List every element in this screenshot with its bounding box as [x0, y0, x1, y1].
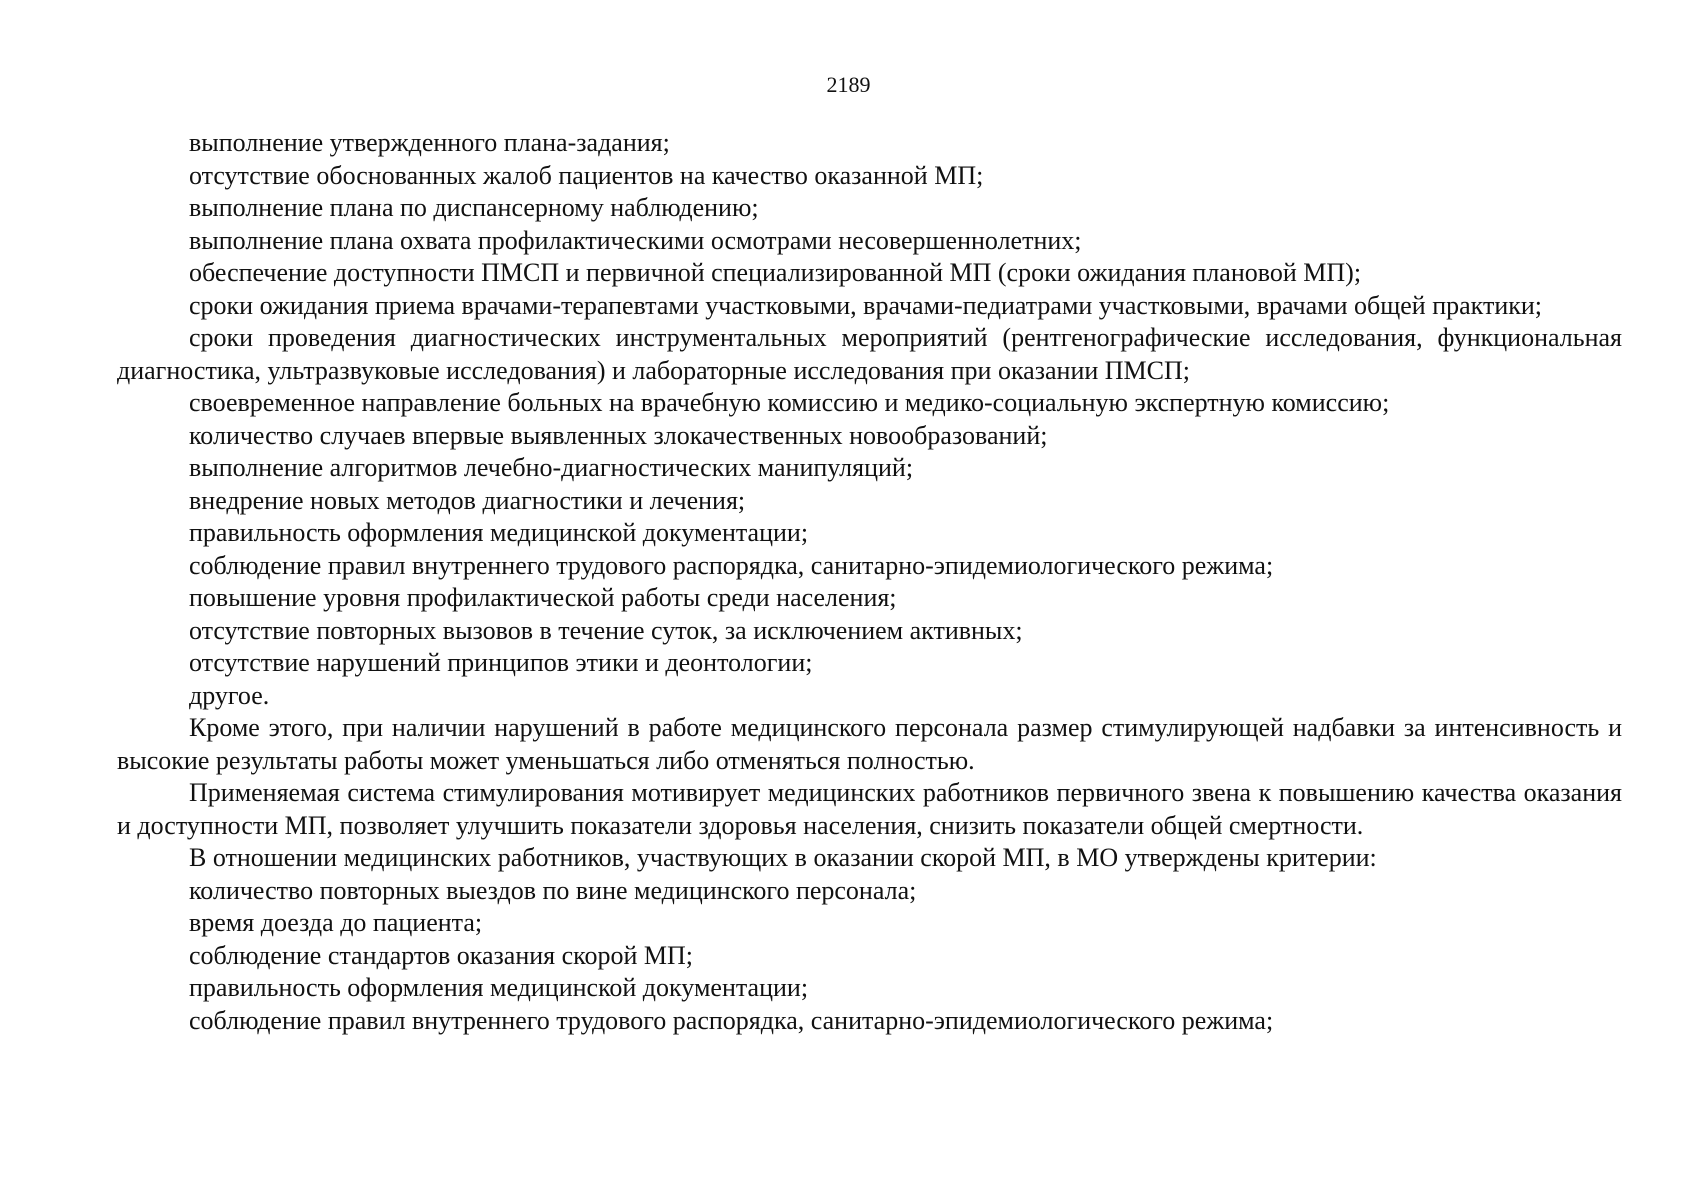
criterion-item: обеспечение доступности ПМСП и первичной специализированной МП (сроки ожидания плановой МП);	[189, 258, 1362, 287]
criterion-item: соблюдение правил внутреннего трудового распорядка, санитарно-эпидемиологического режима;	[189, 1005, 1274, 1035]
criterion-item: количество повторных выездов по вине медицинского персонала;	[189, 875, 917, 905]
criterion-item: правильность оформления медицинской документации;	[189, 518, 809, 547]
criterion-item: отсутствие обоснованных жалоб пациентов на качество оказанной МП;	[189, 160, 984, 190]
criterion-item: количество случаев впервые выявленных злокачественных новообразований;	[189, 420, 1048, 450]
document-body	[117, 127, 1622, 1037]
criterion-item: сроки проведения диагностических инструментальных мероприятий (рентгенографические исследования, функциональная диагностика, ультразвуковые исследования) и лабораторные исследования при оказании ПМСП;	[117, 323, 1622, 385]
criterion-item: повышение уровня профилактической работы среди населения;	[189, 583, 897, 612]
criterion-item: своевременное направление больных на врачебную комиссию и медико-социальную экспертную комиссию;	[189, 388, 1390, 417]
criterion-item: отсутствие повторных вызовов в течение суток, за исключением активных;	[189, 615, 1023, 645]
body-paragraph: Кроме этого, при наличии нарушений в работе медицинского персонала размер стимулирующей надбавки за интенсивность и высокие результаты работы может уменьшаться либо отменяться полностью.	[117, 713, 1622, 775]
criterion-item: соблюдение правил внутреннего трудового распорядка, санитарно-эпидемиологического режима;	[189, 550, 1274, 580]
criterion-item: выполнение плана охвата профилактическими осмотрами несовершеннолетних;	[189, 225, 1082, 255]
criterion-item: соблюдение стандартов оказания скорой МП;	[189, 940, 693, 970]
criterion-item: отсутствие нарушений принципов этики и деонтологии;	[189, 648, 813, 677]
body-paragraph: В отношении медицинских работников, участвующих в оказании скорой МП, в МО утверждены критерии:	[189, 843, 1377, 872]
criterion-item: правильность оформления медицинской документации;	[189, 973, 809, 1002]
criterion-item: другое.	[189, 680, 270, 710]
criterion-item: сроки ожидания приема врачами-терапевтами участковыми, врачами-педиатрами участковыми, врачами общей практики;	[189, 290, 1543, 320]
criterion-item: внедрение новых методов диагностики и лечения;	[189, 485, 746, 515]
criterion-item: выполнение алгоритмов лечебно-диагностических манипуляций;	[189, 453, 914, 482]
criterion-item: время доезда до пациента;	[189, 908, 483, 937]
criterion-item: выполнение утвержденного плана-задания;	[189, 128, 670, 157]
page-number: 2189	[826, 72, 871, 97]
criterion-item: выполнение плана по диспансерному наблюдению;	[189, 193, 759, 222]
body-paragraph: Применяемая система стимулирования мотивирует медицинских работников первичного звена к повышению качества оказания и доступности МП, позволяет улучшить показатели здоровья населения, снизить показатели общей смертности.	[117, 778, 1622, 840]
